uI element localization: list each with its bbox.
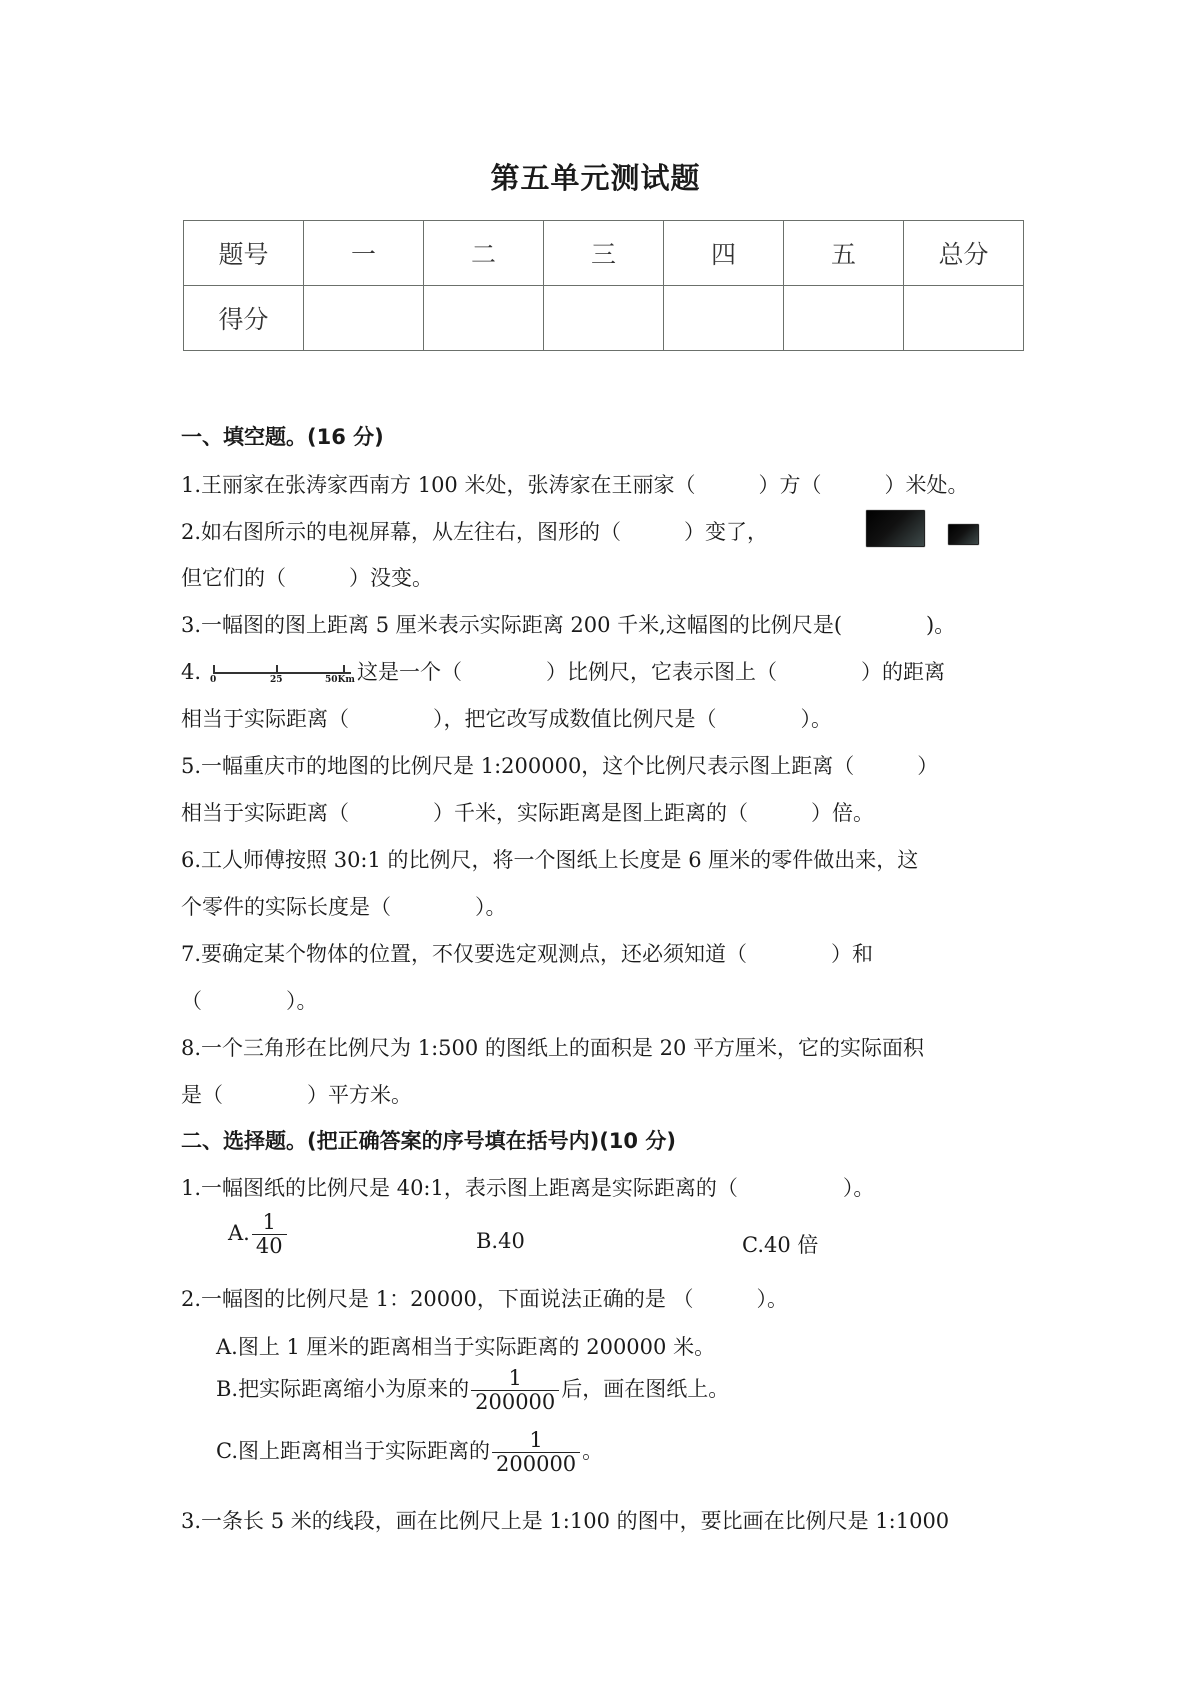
- scale-bar-line: [213, 672, 351, 674]
- q4-number: 4.: [181, 660, 202, 684]
- score-cell[interactable]: [664, 286, 784, 351]
- s1-question-6-line1: 6.工人师傅按照 30:1 的比例尺，将一个图纸上长度是 6 厘米的零件做出来，这: [181, 848, 919, 872]
- fraction: [471, 1367, 559, 1414]
- tv-screen-large-image: [866, 510, 925, 547]
- scale-tick: [343, 665, 345, 674]
- s2-question-1: 1.一幅图纸的比例尺是 40:1，表示图上距离是实际距离的（ ）。: [181, 1176, 875, 1200]
- fraction-denominator: 200000: [492, 1452, 580, 1476]
- fraction-numerator: 1: [508, 1366, 522, 1390]
- s2-q1-option-a: [228, 1211, 289, 1258]
- s1-question-4-line1: [181, 656, 945, 687]
- scale-label: 25: [270, 674, 283, 685]
- option-text: 后，画在图纸上。: [561, 1377, 730, 1402]
- section1-heading: 一、填空题。(16 分): [181, 425, 384, 449]
- s1-question-7-line2: （ ）。: [181, 989, 318, 1013]
- s2-question-2: 2.一幅图的比例尺是 1：20000，下面说法正确的是 （ ）。: [181, 1287, 789, 1311]
- page-title: 第五单元测试题: [490, 161, 701, 195]
- score-cell[interactable]: [784, 286, 904, 351]
- header-cell: 二: [424, 221, 544, 286]
- tv-screen-small-image: [948, 524, 979, 545]
- score-cell[interactable]: [544, 286, 664, 351]
- s1-question-8-line1: 8.一个三角形在比例尺为 1:500 的图纸上的面积是 20 平方厘米，它的实际面积: [181, 1036, 924, 1060]
- option-text: C.图上距离相当于实际距离的: [216, 1439, 490, 1464]
- score-table-header-row: [184, 221, 1024, 286]
- score-cell[interactable]: [424, 286, 544, 351]
- s1-question-5-line1: 5.一幅重庆市的地图的比例尺是 1:200000，这个比例尺表示图上距离（ ）: [181, 754, 939, 778]
- header-cell: 总分: [904, 221, 1024, 286]
- fraction-denominator: 40: [252, 1234, 287, 1258]
- s1-question-3: 3.一幅图的图上距离 5 厘米表示实际距离 200 千米,这幅图的比例尺是( )。: [181, 613, 956, 637]
- option-label: A.: [228, 1221, 250, 1246]
- score-table: [183, 220, 1024, 351]
- scale-label: 0: [210, 674, 217, 685]
- fraction-denominator: 200000: [471, 1390, 559, 1414]
- scale-tick: [213, 665, 215, 674]
- s1-question-2-line1: 2.如右图所示的电视屏幕，从左往右，图形的（ ）变了，: [181, 520, 769, 544]
- s1-question-1: 1.王丽家在张涛家西南方 100 米处，张涛家在王丽家（ ）方（ ）米处。: [181, 473, 969, 497]
- s1-question-7-line1: 7.要确定某个物体的位置，不仅要选定观测点，还必须知道（ ）和: [181, 942, 874, 966]
- score-cell[interactable]: [304, 286, 424, 351]
- header-cell: 题号: [184, 221, 304, 286]
- section2-heading: 二、选择题。(把正确答案的序号填在括号内)(10 分): [181, 1129, 676, 1153]
- s2-q1-option-b: B.40: [476, 1229, 525, 1253]
- fraction-numerator: 1: [529, 1428, 543, 1452]
- header-cell: 五: [784, 221, 904, 286]
- s1-question-5-line2: 相当于实际距离（ ）千米，实际距离是图上距离的（ ）倍。: [181, 801, 874, 825]
- scale-tick: [276, 665, 278, 674]
- header-cell: 四: [664, 221, 784, 286]
- s2-q2-option-c: [216, 1429, 603, 1476]
- header-cell: 一: [304, 221, 424, 286]
- s2-question-3: 3.一条长 5 米的线段，画在比例尺上是 1:100 的图中，要比画在比例尺是 1:1000: [181, 1509, 950, 1533]
- score-label-cell: 得分: [184, 286, 304, 351]
- q4-text: 这是一个（ ）比例尺，它表示图上（ ）的距离: [357, 660, 946, 684]
- s1-question-8-line2: 是（ ）平方米。: [181, 1083, 412, 1107]
- s2-q2-option-b: [216, 1367, 729, 1414]
- header-cell: 三: [544, 221, 664, 286]
- score-table-score-row: [184, 286, 1024, 351]
- fraction: [252, 1211, 287, 1258]
- fraction: [492, 1429, 580, 1476]
- s1-question-4-line2: 相当于实际距离（ ），把它改写成数值比例尺是（ ）。: [181, 707, 832, 731]
- option-text: B.把实际距离缩小为原来的: [216, 1377, 470, 1402]
- s2-q2-option-a: A.图上 1 厘米的距离相当于实际距离的 200000 米。: [216, 1335, 716, 1359]
- s1-question-6-line2: 个零件的实际长度是（ ）。: [181, 895, 507, 919]
- s2-q1-option-c: C.40 倍: [742, 1233, 819, 1257]
- option-text: 。: [582, 1439, 604, 1464]
- line-scale-diagram: [207, 661, 357, 687]
- s1-question-2-line2: 但它们的（ ）没变。: [181, 566, 433, 590]
- score-cell[interactable]: [904, 286, 1024, 351]
- scale-label: 50Km: [325, 674, 355, 685]
- fraction-numerator: 1: [262, 1210, 276, 1234]
